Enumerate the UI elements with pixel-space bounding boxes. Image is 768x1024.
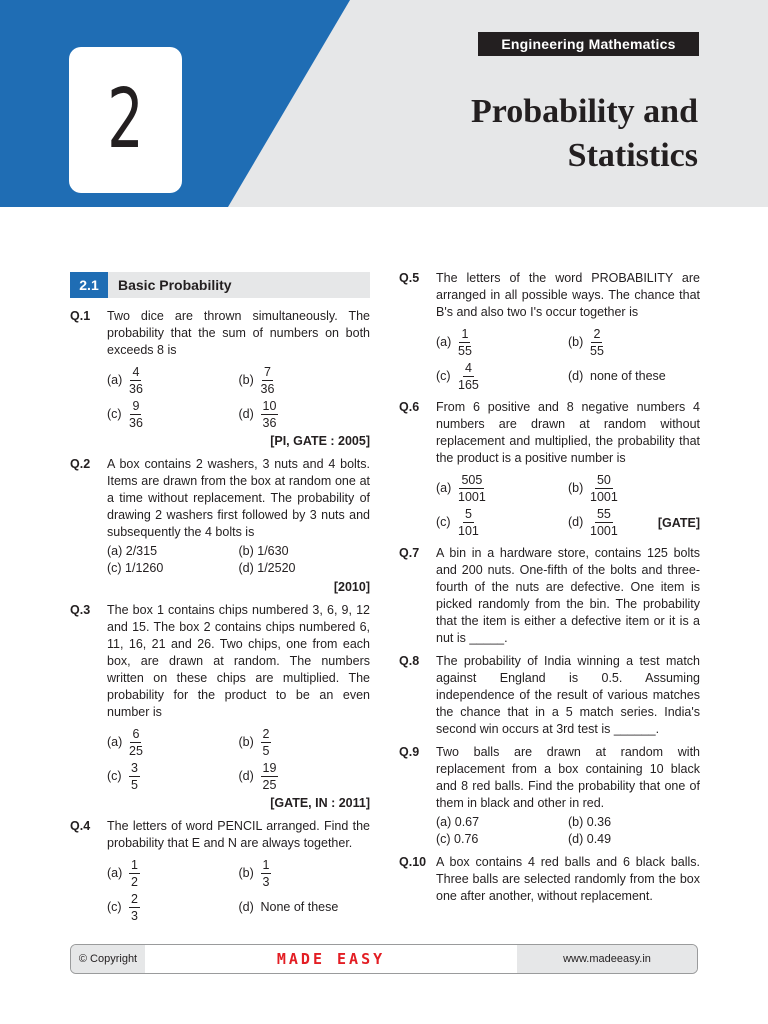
- question-number: Q.10: [399, 855, 427, 869]
- option-c: (c) $\frac{4}{165}$: [436, 360, 479, 392]
- option-d: (d) none of these: [568, 368, 666, 383]
- chapter-number-box: [69, 47, 182, 193]
- question-number: Q.8: [399, 654, 420, 668]
- option-a: (a) $\frac{505}{1001}$: [436, 472, 486, 504]
- section-number: 2.1: [70, 272, 108, 298]
- option-a: (a) 2/315: [107, 544, 158, 558]
- question-source: [GATE, IN : 2011]: [270, 796, 370, 810]
- chapter-title: [378, 90, 698, 178]
- question-text: From 6 positive and 8 negative numbers 4 numbers are drawn at random without replacement and multiplied, the probability that the product is a positive number is: [436, 400, 700, 465]
- option-b: (b) $\frac{2}{5}$: [238, 726, 270, 758]
- option-a: (a) $\frac{1}{2}$: [107, 857, 138, 889]
- series-tag: Engineering Mathematics: [478, 32, 699, 56]
- section-title: Basic Probability: [118, 276, 232, 293]
- footer-copyright: © Copyright: [71, 945, 145, 973]
- option-b: (b) $\frac{7}{36}$: [238, 364, 275, 396]
- question-number: Q.6: [399, 400, 420, 414]
- question-text: The letters of the word PROBABILITY are arranged in all possible ways. The chance that B's and also two I's occur together is: [436, 271, 700, 319]
- question-4: [70, 818, 370, 924]
- question-source: [PI, GATE : 2005]: [270, 434, 370, 448]
- option-d: (d) $\frac{55}{1001}$ [GATE]: [568, 506, 700, 538]
- question-9: [399, 744, 700, 848]
- option-b: (b) $\frac{2}{55}$: [568, 326, 604, 358]
- question-source: [GATE]: [657, 515, 700, 530]
- option-a: (a) $\frac{1}{55}$: [436, 326, 472, 358]
- question-6: [399, 399, 700, 539]
- brand-name: MADE EASY: [276, 950, 386, 968]
- option-c: (c) $\frac{9}{36}$: [107, 398, 143, 430]
- chapter-title-line2: Statistics: [567, 137, 698, 174]
- footer-brand-logo: [145, 945, 517, 973]
- option-a: (a) $\frac{6}{25}$: [107, 726, 143, 758]
- option-d: (d) 1/2520: [238, 561, 296, 575]
- question-number: Q.4: [70, 819, 91, 833]
- question-text: A box contains 2 washers, 3 nuts and 4 bolts. Items are drawn from the box at random one at a time without replacement. The probability of drawing 2 washers first followed by 3 nuts and subsequently the 4 bolts is: [107, 457, 370, 539]
- option-d: (d) None of these: [238, 899, 339, 914]
- question-8: [399, 653, 700, 738]
- question-text: Two balls are drawn at random with replacement from a box containing 10 black and 8 red balls. Find the probability that one of them in black and other in red.: [436, 745, 700, 810]
- option-c: (c) 0.76: [436, 832, 479, 846]
- question-number: Q.2: [70, 457, 91, 471]
- question-number: Q.5: [399, 271, 420, 285]
- question-5: [399, 270, 700, 393]
- question-text: The letters of word PENCIL arranged. Find the probability that E and N are always together.: [107, 819, 370, 850]
- question-number: Q.7: [399, 546, 420, 560]
- section-heading: [70, 272, 370, 298]
- chapter-number: 2: [107, 72, 144, 167]
- question-text: Two dice are thrown simultaneously. The probability that the sum of numbers on both exceeds 8 is: [107, 309, 370, 357]
- question-7: [399, 545, 700, 647]
- question-text: A bin in a hardware store, contains 125 bolts and 200 nuts. One-fifth of the bolts and three-fourth of the nuts are defective. One item is picked randomly from the bin. The probability that the item is either a defective item or it is a nut is _____.: [436, 546, 700, 645]
- chapter-header: [0, 0, 768, 207]
- question-number: Q.3: [70, 603, 91, 617]
- question-3: [70, 602, 370, 812]
- question-10: [399, 854, 700, 905]
- option-c: (c) $\frac{3}{5}$: [107, 760, 138, 792]
- option-c: (c) $\frac{2}{3}$: [107, 891, 138, 923]
- option-d: (d) $\frac{10}{36}$: [238, 398, 277, 430]
- question-source: [2010]: [333, 580, 370, 594]
- footer-website: www.madeeasy.in: [517, 945, 697, 973]
- left-column: [70, 272, 370, 930]
- option-a: (a) $\frac{4}{36}$: [107, 364, 143, 396]
- option-c: (c) $\frac{5}{101}$: [436, 506, 479, 538]
- question-text: The box 1 contains chips numbered 3, 6, 9, 12 and 15. The box 2 contains chips numbered 6, 11, 16, 21 and 26. Two chips, one from each box, are drawn at random. The numbers written on these chips are multiplied. The probability for the product to be an even number is: [107, 603, 370, 719]
- question-number: Q.9: [399, 745, 420, 759]
- question-text: The probability of India winning a test match against England is 0.5. Assuming independence of the result of various matches the chance that in a 5 match series. India's second win occurs at 3rd test is ______.: [436, 654, 700, 736]
- question-1: [70, 308, 370, 450]
- option-d: (d) 0.49: [568, 832, 612, 846]
- option-d: (d) $\frac{19}{25}$: [238, 760, 277, 792]
- option-a: (a) 0.67: [436, 815, 480, 829]
- question-text: A box contains 4 red balls and 6 black balls. Three balls are selected randomly from the box one after another, without replacement.: [436, 855, 700, 903]
- option-b: (b) $\frac{1}{3}$: [238, 857, 270, 889]
- question-2: [70, 456, 370, 596]
- option-b: (b) 1/630: [238, 544, 289, 558]
- right-column: [399, 270, 700, 911]
- question-number: Q.1: [70, 309, 91, 323]
- page-footer: [70, 944, 698, 974]
- option-c: (c) 1/1260: [107, 561, 164, 575]
- option-b: (b) $\frac{50}{1001}$: [568, 472, 618, 504]
- chapter-title-line1: Probability and: [470, 93, 698, 130]
- option-b: (b) 0.36: [568, 815, 612, 829]
